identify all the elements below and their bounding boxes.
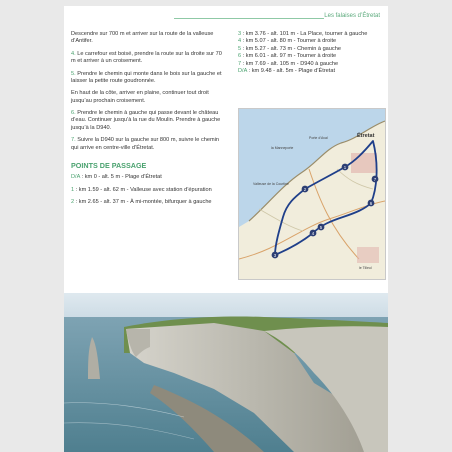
step-number: 5. (71, 70, 76, 77)
step-number: 4. (71, 50, 76, 57)
town-area (351, 153, 377, 173)
route-marker (310, 230, 317, 237)
route-map (238, 108, 386, 280)
map-place-label: Valleuse de la Courtine (253, 182, 289, 186)
guide-page (64, 6, 388, 452)
directions-paragraph: 4. Le carrefour est boisé, prendre la route sur la droite sur 70 m et arriver à un croisement. (71, 50, 222, 65)
directions-paragraph: Descendre sur 700 m et arriver sur la route de la valleuse d’Antifer. (71, 31, 214, 45)
section-title: POINTS DE PASSAGE (71, 160, 147, 170)
route-marker (342, 164, 349, 171)
directions-paragraph: 6. Prendre le chemin à gauche qui passe devant le château d’eau. Continuer jusqu’à la rue du Moulin. Prendre à gauche jusqu’à la D940. (71, 110, 221, 131)
step-number: 7. (71, 137, 76, 144)
svg-text:1: 1 (343, 164, 347, 170)
step-number: 6. (71, 110, 76, 116)
directions-paragraph: En haut de la côte, arriver en plaine, continuer tout droit jusqu’au prochain croisement. (71, 90, 209, 104)
waypoint-item: 7 : km 7.69 - alt. 105 m - D940 à gauche (238, 60, 339, 67)
directions-paragraph: 5. Prendre le chemin qui monte dans le bois sur la gauche et laisser la petite route goudronnée. (71, 70, 222, 84)
svg-text:7: 7 (373, 176, 377, 182)
route-map-graphic (239, 109, 385, 279)
svg-text:2: 2 (303, 186, 307, 192)
map-place-label: la Manneporte (271, 146, 294, 150)
waypoint-item: 6 : km 6.01 - alt. 97 m - Tourner à droite (238, 53, 337, 60)
waypoint-item: 3 : km 3.76 - alt. 101 m - La Place, tourner à gauche (238, 31, 368, 37)
map-town-label: Étretat (357, 133, 375, 139)
village-area (357, 247, 379, 263)
route-marker (318, 224, 325, 231)
waypoint-item: 2 : km 2.65 - alt. 37 m - À mi-montée, bifurquer à gauche (71, 199, 212, 206)
waypoint-item: 4 : km 5.07 - alt. 80 m - Tourner à droite (238, 38, 337, 45)
directions-paragraph: 7. Suivre la D940 sur la gauche sur 800 m, suivre le chemin qui arrive en centre-ville d’Étretat. (71, 137, 220, 151)
running-title: Les falaises d’Étretat (324, 13, 380, 19)
route-marker (372, 176, 379, 183)
route-marker (302, 186, 309, 193)
header-rule (174, 18, 324, 19)
svg-text:4: 4 (311, 230, 315, 236)
svg-text:5: 5 (319, 224, 323, 230)
map-place-label: le Tilleul (359, 266, 372, 270)
route-marker (368, 200, 375, 207)
cliff-photo (64, 293, 388, 452)
waypoint-item: D/A : km 0 - alt. 5 m - Plage d’Étretat (71, 174, 162, 181)
map-place-label: Porte d'Aval (309, 136, 328, 140)
left-column (71, 31, 226, 212)
route-marker (272, 252, 279, 259)
right-column (238, 31, 383, 75)
cliff-photo-graphic (64, 293, 388, 452)
waypoint-item: 5 : km 5.27 - alt. 73 m - Chemin à gauche (238, 45, 341, 52)
waypoint-item: 1 : km 1.59 - alt. 62 m - Valleuse avec station d’épuration (71, 186, 212, 193)
svg-text:6: 6 (369, 200, 373, 206)
waypoint-item: D/A : km 9.48 - alt. 5m - Plage d’Étretat (238, 67, 336, 74)
svg-text:3: 3 (273, 252, 277, 258)
